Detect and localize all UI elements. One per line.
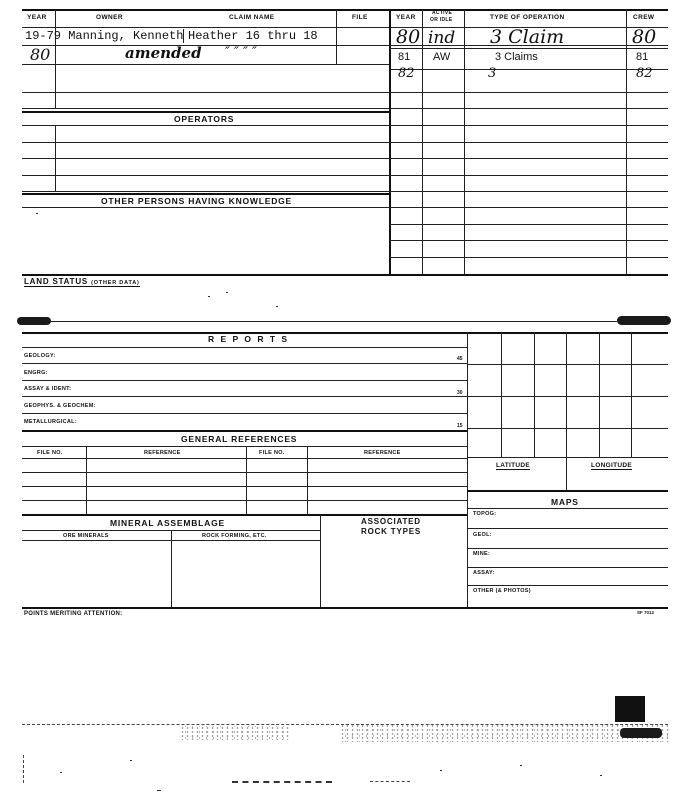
row-line xyxy=(389,240,668,241)
land-status-label: LAND STATUS xyxy=(24,277,89,286)
row-line xyxy=(22,92,668,93)
latitude-label: LATITUDE xyxy=(496,462,531,469)
scan-speck xyxy=(130,760,132,761)
header-type-of-operation: TYPE OF OPERATION xyxy=(490,14,565,21)
report-assay: ASSAY & IDENT: xyxy=(24,386,72,392)
scan-speck xyxy=(226,292,228,293)
coords-divider xyxy=(566,457,567,490)
report-geophys: GEOPHYS. & GEOCHEM: xyxy=(24,403,96,409)
row-line xyxy=(467,585,668,586)
row-line xyxy=(22,413,467,414)
mineral-assemblage-title: MINERAL ASSEMBLAGE xyxy=(110,518,225,528)
row-line xyxy=(22,540,320,541)
other-persons-title: OTHER PERSONS HAVING KNOWLEDGE xyxy=(101,196,293,206)
maps-top-line xyxy=(467,490,668,492)
row-line xyxy=(22,472,467,473)
grid-line xyxy=(566,332,567,457)
rock-forming-header: ROCK FORMING, ETC. xyxy=(202,533,267,539)
divider-line xyxy=(50,321,617,322)
ops-year-1: 80 xyxy=(396,26,421,48)
longitude-label: LONGITUDE xyxy=(591,462,632,469)
grid-line xyxy=(467,457,668,458)
row-line xyxy=(22,207,389,208)
grid-line xyxy=(534,332,535,457)
scan-speck xyxy=(440,770,442,771)
row-line xyxy=(467,528,668,529)
scan-noise-band xyxy=(180,726,290,740)
scan-speck xyxy=(60,772,62,773)
ref-col-line xyxy=(246,446,247,514)
header-bottom-line xyxy=(22,27,668,28)
scan-speck xyxy=(600,775,602,776)
row-line xyxy=(22,45,668,46)
operators-top-line xyxy=(22,111,389,113)
row-line xyxy=(22,175,668,176)
grid-line xyxy=(467,396,668,397)
row-line xyxy=(22,158,668,159)
report-geology-num: 45 xyxy=(457,356,463,362)
scan-speck xyxy=(208,296,210,297)
ore-minerals-header: ORE MINERALS xyxy=(63,533,109,539)
reports-title: R E P O R T S xyxy=(208,334,290,344)
grid-line xyxy=(599,332,600,457)
maps-topog: TOPOG: xyxy=(473,511,497,517)
ops-crew-1: 80 xyxy=(632,26,657,48)
maps-assay: ASSAY: xyxy=(473,570,495,576)
scan-speck xyxy=(157,790,161,791)
row-line xyxy=(22,347,467,348)
row-line xyxy=(389,207,668,208)
right-punch-mark xyxy=(617,316,671,325)
ref-col-line xyxy=(86,446,87,514)
row-line xyxy=(467,567,668,568)
row-line xyxy=(467,508,668,509)
row-line xyxy=(22,108,668,109)
row-line xyxy=(22,458,467,459)
grid-line xyxy=(467,428,668,429)
owner-entry-year-handwritten: 80 xyxy=(30,45,51,64)
ops-active-1: ind xyxy=(428,28,456,48)
row-line xyxy=(22,500,467,501)
row-line xyxy=(22,191,668,192)
ops-type-2: 3 Claims xyxy=(495,51,538,63)
col-line-year xyxy=(55,9,56,109)
ops-crew-3: 82 xyxy=(636,66,653,81)
row-line xyxy=(467,548,668,549)
left-punch-mark xyxy=(17,317,51,325)
maps-mine: MINE: xyxy=(473,551,491,557)
row-line xyxy=(22,125,668,126)
scan-artifact-line xyxy=(370,781,410,782)
row-line xyxy=(22,380,467,381)
maps-geol: GEOL: xyxy=(473,532,492,538)
row-line xyxy=(389,69,668,70)
general-refs-top-line xyxy=(22,430,467,432)
header-or-idle: OR IDLE xyxy=(430,17,453,23)
owner-claim-divider xyxy=(183,29,184,43)
associated-title: ASSOCIATED xyxy=(361,517,421,526)
ops-type-1: 3 Claim xyxy=(490,26,565,48)
owner-entry-amended-handwritten: amended xyxy=(125,44,202,62)
report-assay-num: 30 xyxy=(457,390,463,396)
general-references-title: GENERAL REFERENCES xyxy=(181,434,298,444)
report-engrg: ENGRG: xyxy=(24,370,48,376)
claim-entry-typed: Heather 16 thru 18 xyxy=(188,29,318,43)
mineral-top-line xyxy=(22,514,467,516)
ref-header-file-no-1: FILE NO. xyxy=(37,450,63,456)
other-persons-top-line xyxy=(22,193,389,195)
header-owner: OWNER xyxy=(96,14,123,21)
mineral-col-line xyxy=(171,530,172,607)
ref-header-reference-2: REFERENCE xyxy=(364,450,401,456)
report-geology: GEOLOGY: xyxy=(24,353,56,359)
operators-title: OPERATORS xyxy=(174,114,235,124)
header-year-ops: YEAR xyxy=(396,14,416,21)
ops-year-2: 81 xyxy=(398,51,411,63)
reports-right-border xyxy=(467,332,468,607)
row-line xyxy=(22,142,668,143)
header-claim-name: CLAIM NAME xyxy=(229,14,275,21)
row-line xyxy=(389,257,668,258)
form-bottom-line xyxy=(22,607,668,609)
rock-types-title: ROCK TYPES xyxy=(361,527,422,536)
row-line xyxy=(22,486,467,487)
top-border xyxy=(22,9,668,11)
header-crew: CREW xyxy=(633,14,655,21)
grid-line xyxy=(501,332,502,457)
owner-entry-typed: 19-79 Manning, Kenneth xyxy=(25,29,184,43)
form-code: SF 7012 xyxy=(637,610,655,615)
ref-header-file-no-2: FILE NO. xyxy=(259,450,285,456)
ops-year-3: 82 xyxy=(398,66,415,81)
scan-dark-block xyxy=(615,696,645,722)
row-line xyxy=(22,396,467,397)
points-meriting-attention: POINTS MERITING ATTENTION: xyxy=(24,611,123,617)
scan-speck xyxy=(36,213,38,214)
row-line xyxy=(389,48,668,49)
maps-other-photos: OTHER (& PHOTOS) xyxy=(473,588,531,594)
row-line xyxy=(22,64,389,65)
grid-line xyxy=(631,332,632,457)
ops-crew-2: 81 xyxy=(636,51,649,63)
upper-section-bottom-line xyxy=(22,274,668,276)
col-line-file xyxy=(336,9,337,64)
scan-artifact-line xyxy=(232,781,332,783)
maps-title: MAPS xyxy=(551,497,579,507)
row-line xyxy=(22,446,467,447)
reports-top-line xyxy=(22,332,668,334)
associated-left-line xyxy=(320,514,321,607)
report-metallurgical: METALLURGICAL: xyxy=(24,419,77,425)
scan-smudge xyxy=(620,728,662,738)
scan-artifact-line xyxy=(23,755,24,783)
row-line xyxy=(389,224,668,225)
land-status-other-data: (OTHER DATA) xyxy=(91,280,140,286)
ops-active-2: AW xyxy=(433,51,451,63)
header-year: YEAR xyxy=(27,14,47,21)
scan-speck xyxy=(276,306,278,307)
land-status-title xyxy=(24,277,140,287)
row-line xyxy=(22,363,467,364)
report-metallurgical-num: 15 xyxy=(457,423,463,429)
ops-type-3: 3 xyxy=(488,66,497,81)
grid-line xyxy=(467,364,668,365)
owner-entry-ditto-marks: ″ ″ ″ ″ xyxy=(225,45,257,60)
ref-col-line xyxy=(307,446,308,514)
ref-header-reference-1: REFERENCE xyxy=(144,450,181,456)
header-file: FILE xyxy=(352,14,368,21)
header-active: ACTIVE xyxy=(432,10,453,16)
scan-speck xyxy=(520,765,522,766)
